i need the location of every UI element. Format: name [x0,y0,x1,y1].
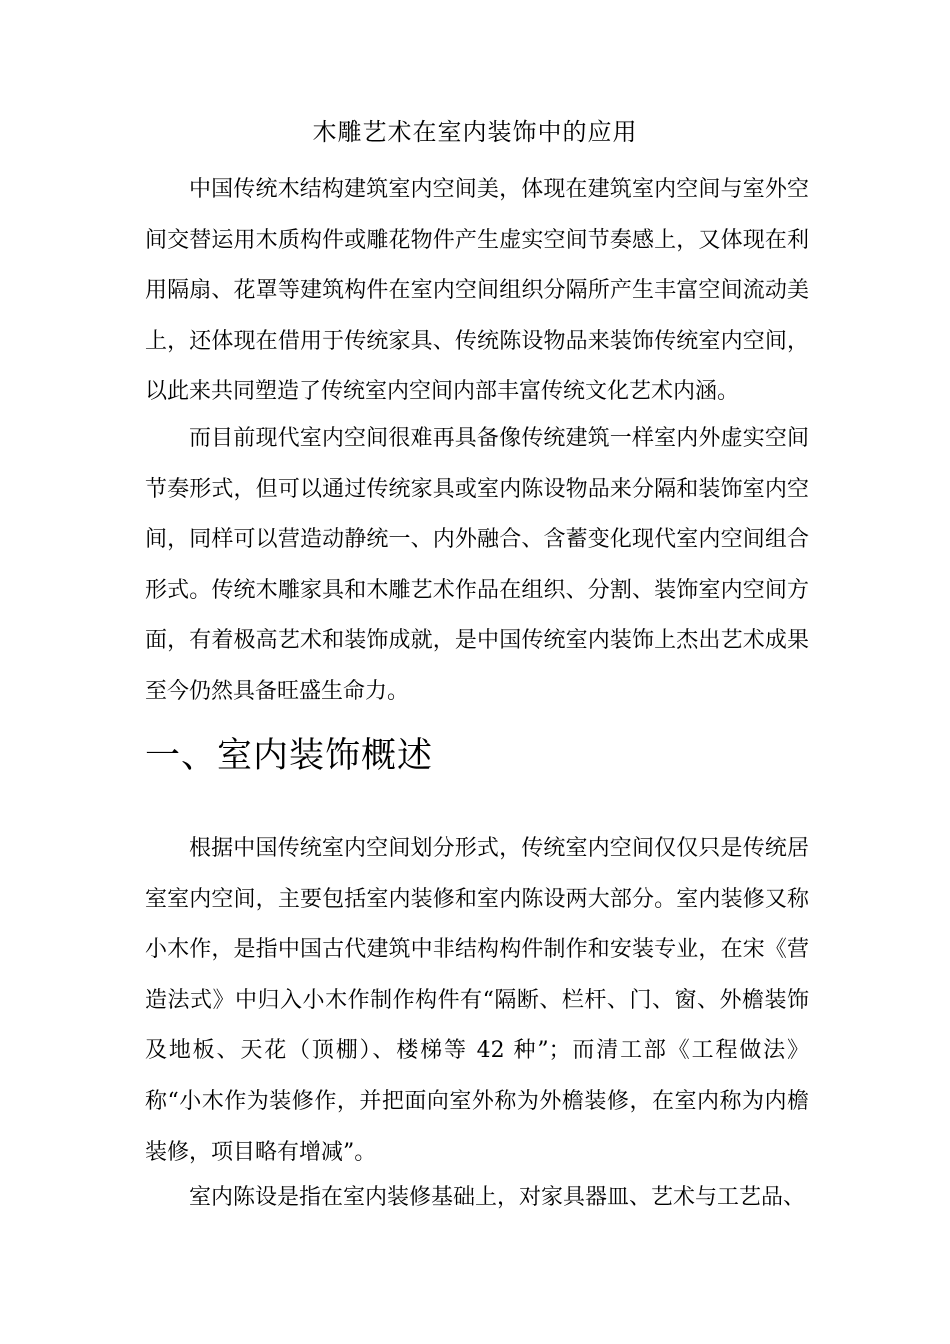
section-paragraph: 室内陈设是指在室内装修基础上，对家具器皿、艺术与工艺品、 [189,1185,806,1210]
section-heading: 一、室内装饰概述 [145,736,434,776]
section-paragraph: 根据中国传统室内空间划分形式，传统室内空间仅仅只是传统居室室内空间，主要包括室内装修和室内陈设两大部分。室内装修又称小木作，是指中国古代建筑中非结构构件制作和安装专业，在宋《营造法式》中归入小木作制作构件有“隔断、栏杆、门、窗、外檐装饰及地板、天花（顶棚）、楼梯等 42 种”；而清工部《工程做法》称“小木作为装修作，并把面向室外称为外檐装修，在室内称为内檐装修，项目略有增减”。 [145,836,809,1165]
intro-paragraph: 中国传统木结构建筑室内空间美，体现在建筑室内空间与室外空间交替运用木质构件或雕花物件产生虚实空间节奏感上，又体现在利用隔扇、花罩等建筑构件在室内空间组织分隔所产生丰富空间流动美上，还体现在借用于传统家具、传统陈设物品来装饰传统室内空间，以此来共同塑造了传统室内空间内部丰富传统文化艺术内涵。 [145,177,809,405]
document-title: 木雕艺术在室内装饰中的应用 [312,118,638,146]
intro-paragraph: 而目前现代室内空间很难再具备像传统建筑一样室内外虚实空间节奏形式，但可以通过传统家具或室内陈设物品来分隔和装饰室内空间，同样可以营造动静统一、内外融合、含蓄变化现代室内空间组合形式。传统木雕家具和木雕艺术作品在组织、分割、装饰室内空间方面，有着极高艺术和装饰成就，是中国传统室内装饰上杰出艺术成果至今仍然具备旺盛生命力。 [145,426,809,704]
